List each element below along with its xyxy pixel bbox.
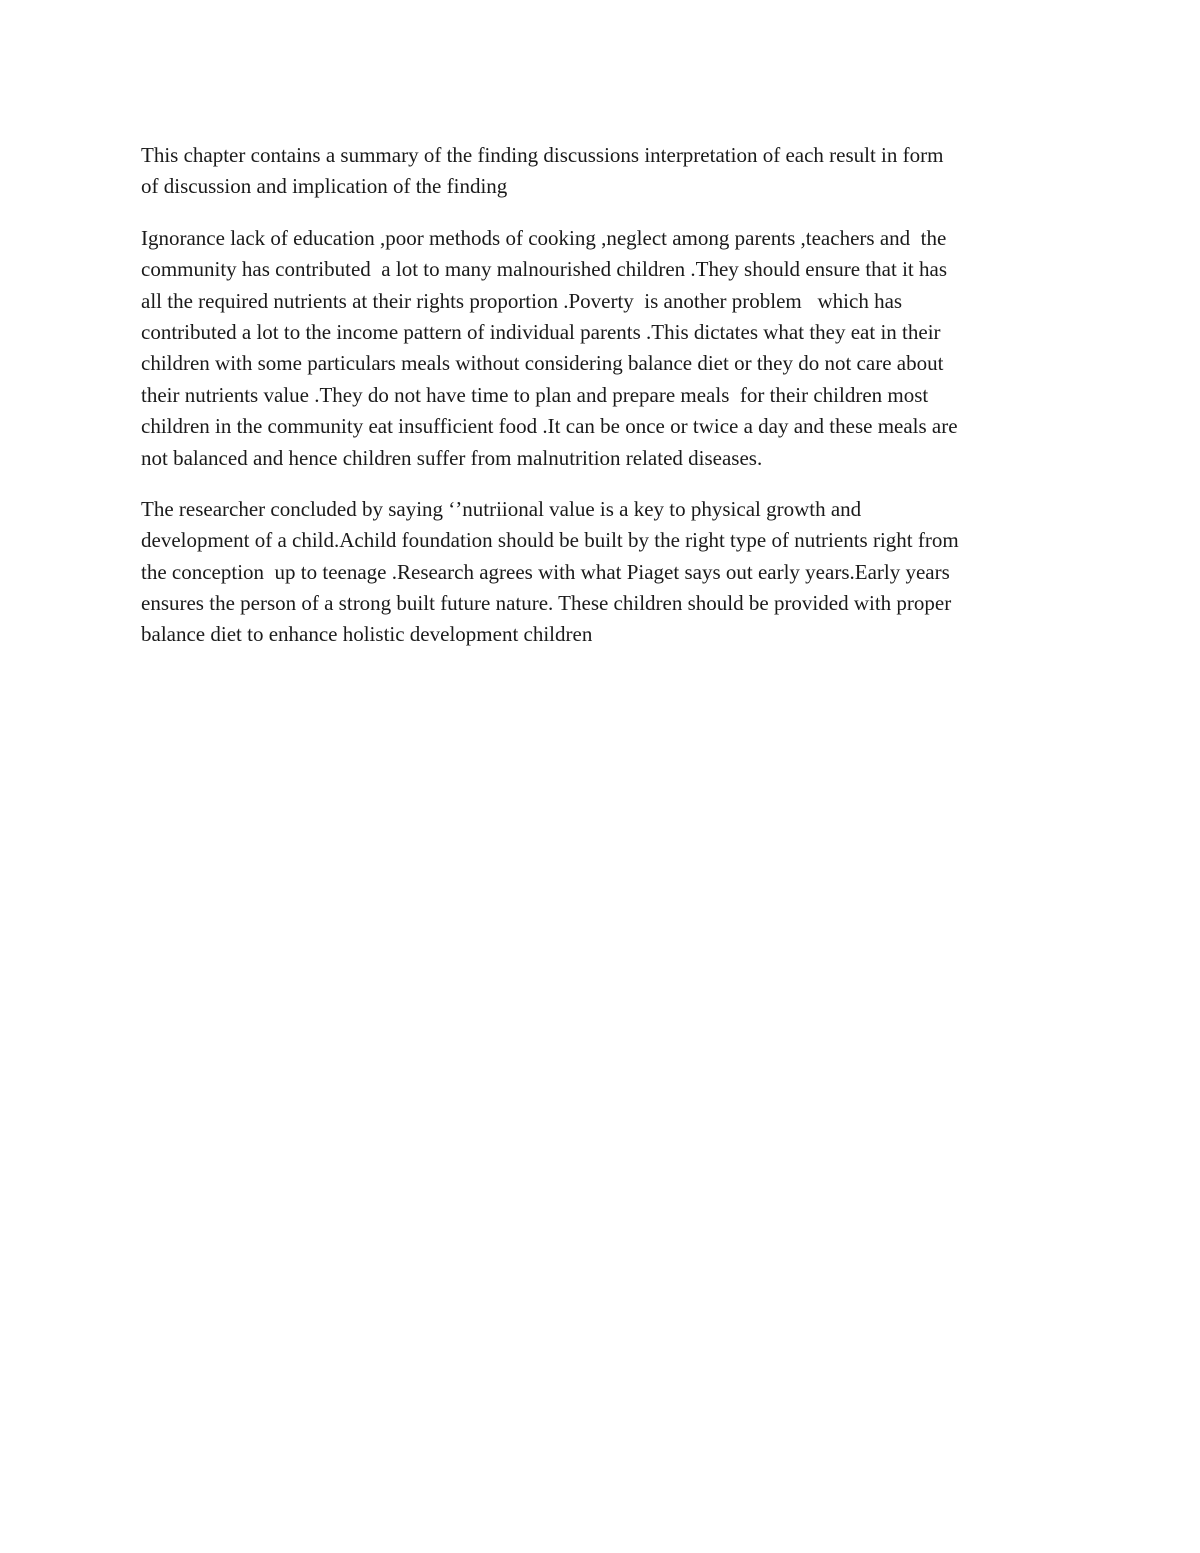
text-line: This chapter contains a summary of the finding discussions interpretation of each result in form [141,143,944,167]
text-line: balance diet to enhance holistic development children [141,622,593,647]
text-line: of discussion and implication of the finding [141,174,508,199]
text-line: Ignorance lack of education ,poor methods of cooking ,neglect among parents ,teachers and the [141,225,947,250]
text-line: children in the community eat insufficient food .It can be once or twice a day and these meals are [141,414,958,439]
paragraph-researcher-conclusion [141,494,1081,651]
text-line: all the required nutrients at their rights proportion .Poverty is another problem which has [141,288,903,313]
text-line: development of a child.Achild foundation should be built by the right type of nutrients right from [141,528,959,553]
paragraph-chapter-summary [141,140,1081,203]
document-body [141,140,1081,671]
text-line: children with some particulars meals without considering balance diet or they do not care about [141,351,944,376]
text-line: not balanced and hence children suffer from malnutrition related diseases. [141,445,763,470]
text-line: their nutrients value .They do not have time to plan and prepare meals for their children most [141,382,929,407]
text-line: The researcher concluded by saying ‘’nutriional value is a key to physical growth and [141,496,862,521]
paragraph-causes-of-malnutrition [141,223,1081,474]
text-line: community has contributed a lot to many malnourished children .They should ensure that it has [141,257,947,282]
text-line: the conception up to teenage .Research agrees with what Piaget says out early years.Early years [141,559,950,584]
text-line: ensures the person of a strong built future nature. These children should be provided with proper [141,591,952,616]
text-line: contributed a lot to the income pattern of individual parents .This dictates what they eat in their [141,319,941,344]
